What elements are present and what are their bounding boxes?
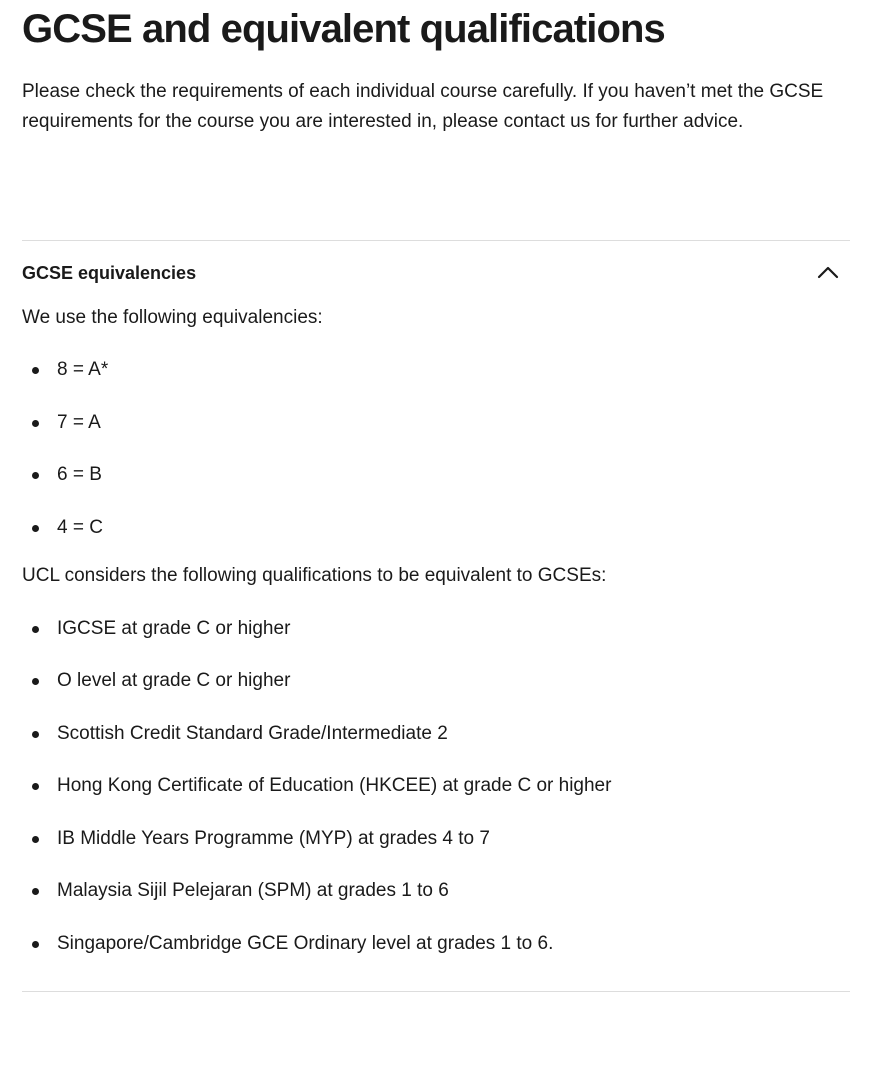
accordion-gcse-equivalencies — [22, 240, 850, 959]
list-item-text: Malaysia Sijil Pelejaran (SPM) at grades 1 to 6 — [57, 880, 449, 901]
equivalencies-intro: We use the following equivalencies: — [22, 307, 323, 328]
list-item — [22, 666, 850, 696]
list-item-text: IB Middle Years Programme (MYP) at grades 4 to 7 — [57, 827, 490, 849]
list-item — [22, 614, 850, 644]
bullet-icon — [32, 367, 39, 374]
list-item-text: Singapore/Cambridge GCE Ordinary level at grades 1 to 6. — [57, 932, 554, 954]
page-content — [22, 0, 850, 954]
list-item-text: 8 = A* — [57, 359, 109, 380]
bullet-icon — [32, 525, 39, 532]
qualifications-intro: UCL considers the following qualifications to be equivalent to GCSEs: — [22, 564, 607, 586]
equivalencies-list — [22, 355, 850, 543]
bullet-icon — [32, 731, 39, 738]
page-title: GCSE and equivalent qualifications — [22, 7, 665, 51]
list-item — [22, 824, 850, 854]
bullet-icon — [32, 941, 39, 948]
bullet-icon — [32, 678, 39, 685]
accordion-bottom-divider — [22, 991, 850, 992]
list-item — [22, 460, 850, 490]
chevron-up-icon[interactable] — [816, 263, 840, 281]
bullet-icon — [32, 836, 39, 843]
intro-text: Please check the requirements of each individual course carefully. If you haven’t met the GCSE requirements for the course you are interested in, please contact us for further advice. — [22, 81, 824, 132]
list-item-text: 7 = A — [57, 411, 101, 433]
bullet-icon — [32, 888, 39, 895]
accordion-body — [22, 303, 850, 959]
list-item — [22, 876, 850, 906]
bullet-icon — [32, 472, 39, 479]
accordion-title[interactable]: GCSE equivalencies — [22, 263, 197, 283]
list-item — [22, 513, 850, 543]
list-item — [22, 408, 850, 438]
bullet-icon — [32, 420, 39, 427]
list-item-text: Hong Kong Certificate of Education (HKCEE) at grade C or higher — [57, 775, 612, 796]
list-item — [22, 355, 850, 385]
qualifications-list — [22, 614, 850, 959]
list-item-text: O level at grade C or higher — [57, 670, 291, 691]
list-item — [22, 929, 850, 959]
list-item — [22, 771, 850, 801]
bullet-icon — [32, 783, 39, 790]
accordion-header[interactable] — [22, 241, 850, 303]
bullet-icon — [32, 626, 39, 633]
list-item — [22, 719, 850, 749]
list-item-text: 6 = B — [57, 464, 102, 485]
list-item-text: Scottish Credit Standard Grade/Intermediate 2 — [57, 722, 448, 744]
list-item-text: 4 = C — [57, 516, 103, 538]
list-item-text: IGCSE at grade C or higher — [57, 617, 291, 639]
